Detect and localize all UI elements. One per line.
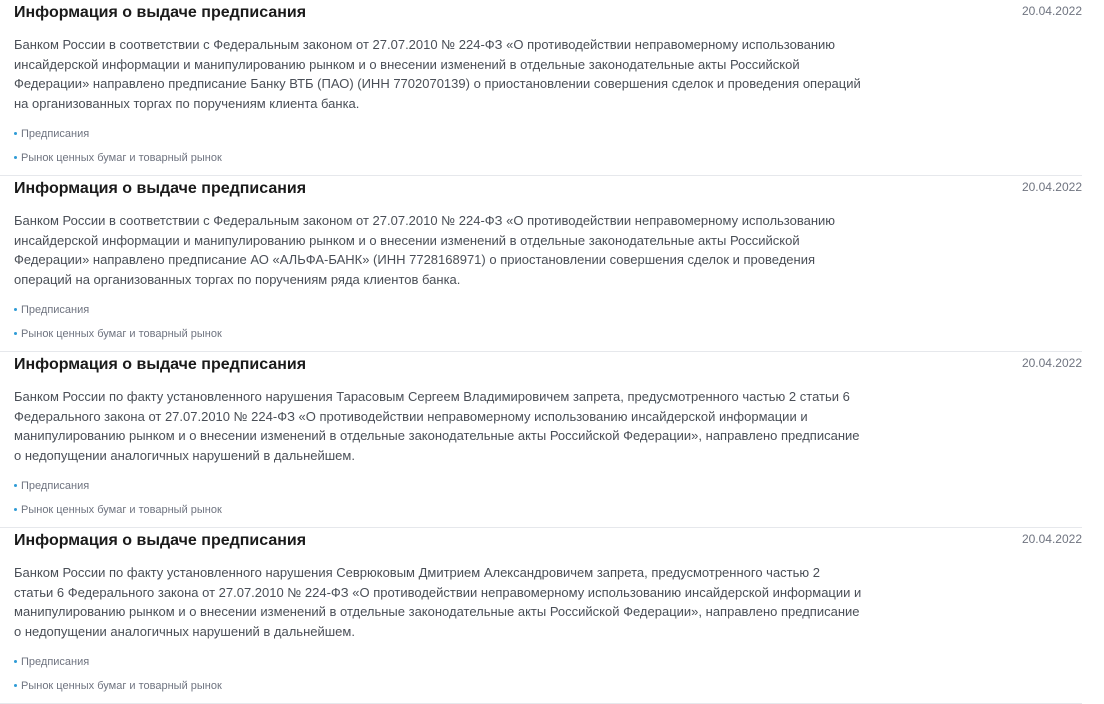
news-item-title-link[interactable]: Информация о выдаче предписания: [14, 356, 307, 373]
news-item: [0, 0, 1082, 176]
bullet-dot-icon: [14, 508, 17, 511]
bullet-dot-icon: [14, 308, 17, 311]
news-item-header: [14, 354, 1082, 378]
news-item-title-link[interactable]: Информация о выдаче предписания: [14, 180, 307, 197]
tag-link[interactable]: [14, 479, 1082, 493]
tag-label: Рынок ценных бумаг и товарный рынок: [21, 680, 222, 693]
tag-link[interactable]: [14, 679, 1082, 693]
tag-label: Предписания: [21, 128, 90, 141]
tag-link[interactable]: [14, 655, 1082, 669]
tag-label: Предписания: [21, 304, 90, 317]
tag-list: [14, 655, 1082, 693]
tag-label: Рынок ценных бумаг и товарный рынок: [21, 504, 222, 517]
bullet-dot-icon: [14, 132, 17, 135]
tag-link[interactable]: [14, 127, 1082, 141]
tag-label: Рынок ценных бумаг и товарный рынок: [21, 152, 222, 165]
tag-label: Предписания: [21, 480, 90, 493]
news-item-text: Банком России по факту установленного нарушения Тарасовым Сергеем Владимировичем запрета, предусмотренного частью 2 статьи 6 Федерального закона от 27.07.2010 № 224-ФЗ «О противодействии неправомерному использованию инсайдерской информации и манипулированию рынком и о внесении изменений в отдельные законодательные акты Российской Федерации», направлено предписание о недопущении аналогичных нарушений в дальнейшем.: [14, 389, 860, 463]
tag-list: [14, 303, 1082, 341]
news-item-title-link[interactable]: Информация о выдаче предписания: [14, 532, 307, 549]
bullet-dot-icon: [14, 684, 17, 687]
news-item: [0, 176, 1082, 352]
news-item-header: [14, 2, 1082, 26]
tag-link[interactable]: [14, 327, 1082, 341]
news-item-text: Банком России по факту установленного нарушения Севрюковым Дмитрием Александровичем запрета, предусмотренного частью 2 статьи 6 Федерального закона от 27.07.2010 № 224-ФЗ «О противодействии неправомерному использованию инсайдерской информации и манипулированию рынком и о внесении изменений в отдельные законодательные акты Российской Федерации», направлено предписание о недопущении аналогичных нарушений в дальнейшем.: [14, 565, 862, 639]
bullet-dot-icon: [14, 332, 17, 335]
bullet-dot-icon: [14, 660, 17, 663]
news-item-text: Банком России в соответствии с Федеральным законом от 27.07.2010 № 224-ФЗ «О противодействии неправомерному использованию инсайдерской информации и манипулированию рынком и о внесении изменений в отдельные законодательные акты Российской Федерации» направлено предписание АО «АЛЬФА-БАНК» (ИНН 7728168971) о приостановлении совершения сделок и проведения операций на организованных торгах по поручениям ряда клиентов банка.: [14, 213, 836, 287]
tag-list: [14, 127, 1082, 165]
news-item-title-link[interactable]: Информация о выдаче предписания: [14, 4, 307, 21]
tag-link[interactable]: [14, 503, 1082, 517]
news-item-date: 20.04.2022: [1021, 4, 1082, 18]
tag-link[interactable]: [14, 151, 1082, 165]
news-item-date: 20.04.2022: [1021, 180, 1082, 194]
news-item-header: [14, 178, 1082, 202]
news-item: [0, 352, 1082, 528]
news-item-date: 20.04.2022: [1021, 532, 1082, 546]
tag-label: Рынок ценных бумаг и товарный рынок: [21, 328, 222, 341]
news-item-header: [14, 530, 1082, 554]
tag-label: Предписания: [21, 656, 90, 669]
news-item-text: Банком России в соответствии с Федеральным законом от 27.07.2010 № 224-ФЗ «О противодействии неправомерному использованию инсайдерской информации и манипулированию рынком и о внесении изменений в отдельные законодательные акты Российской Федерации» направлено предписание Банку ВТБ (ПАО) (ИНН 7702070139) о приостановлении совершения сделок и проведения операций на организованных торгах по поручениям клиента банка.: [14, 37, 861, 111]
tag-link[interactable]: [14, 303, 1082, 317]
bullet-dot-icon: [14, 156, 17, 159]
news-item: [0, 528, 1082, 704]
bullet-dot-icon: [14, 484, 17, 487]
news-item-date: 20.04.2022: [1021, 356, 1082, 370]
tag-list: [14, 479, 1082, 517]
